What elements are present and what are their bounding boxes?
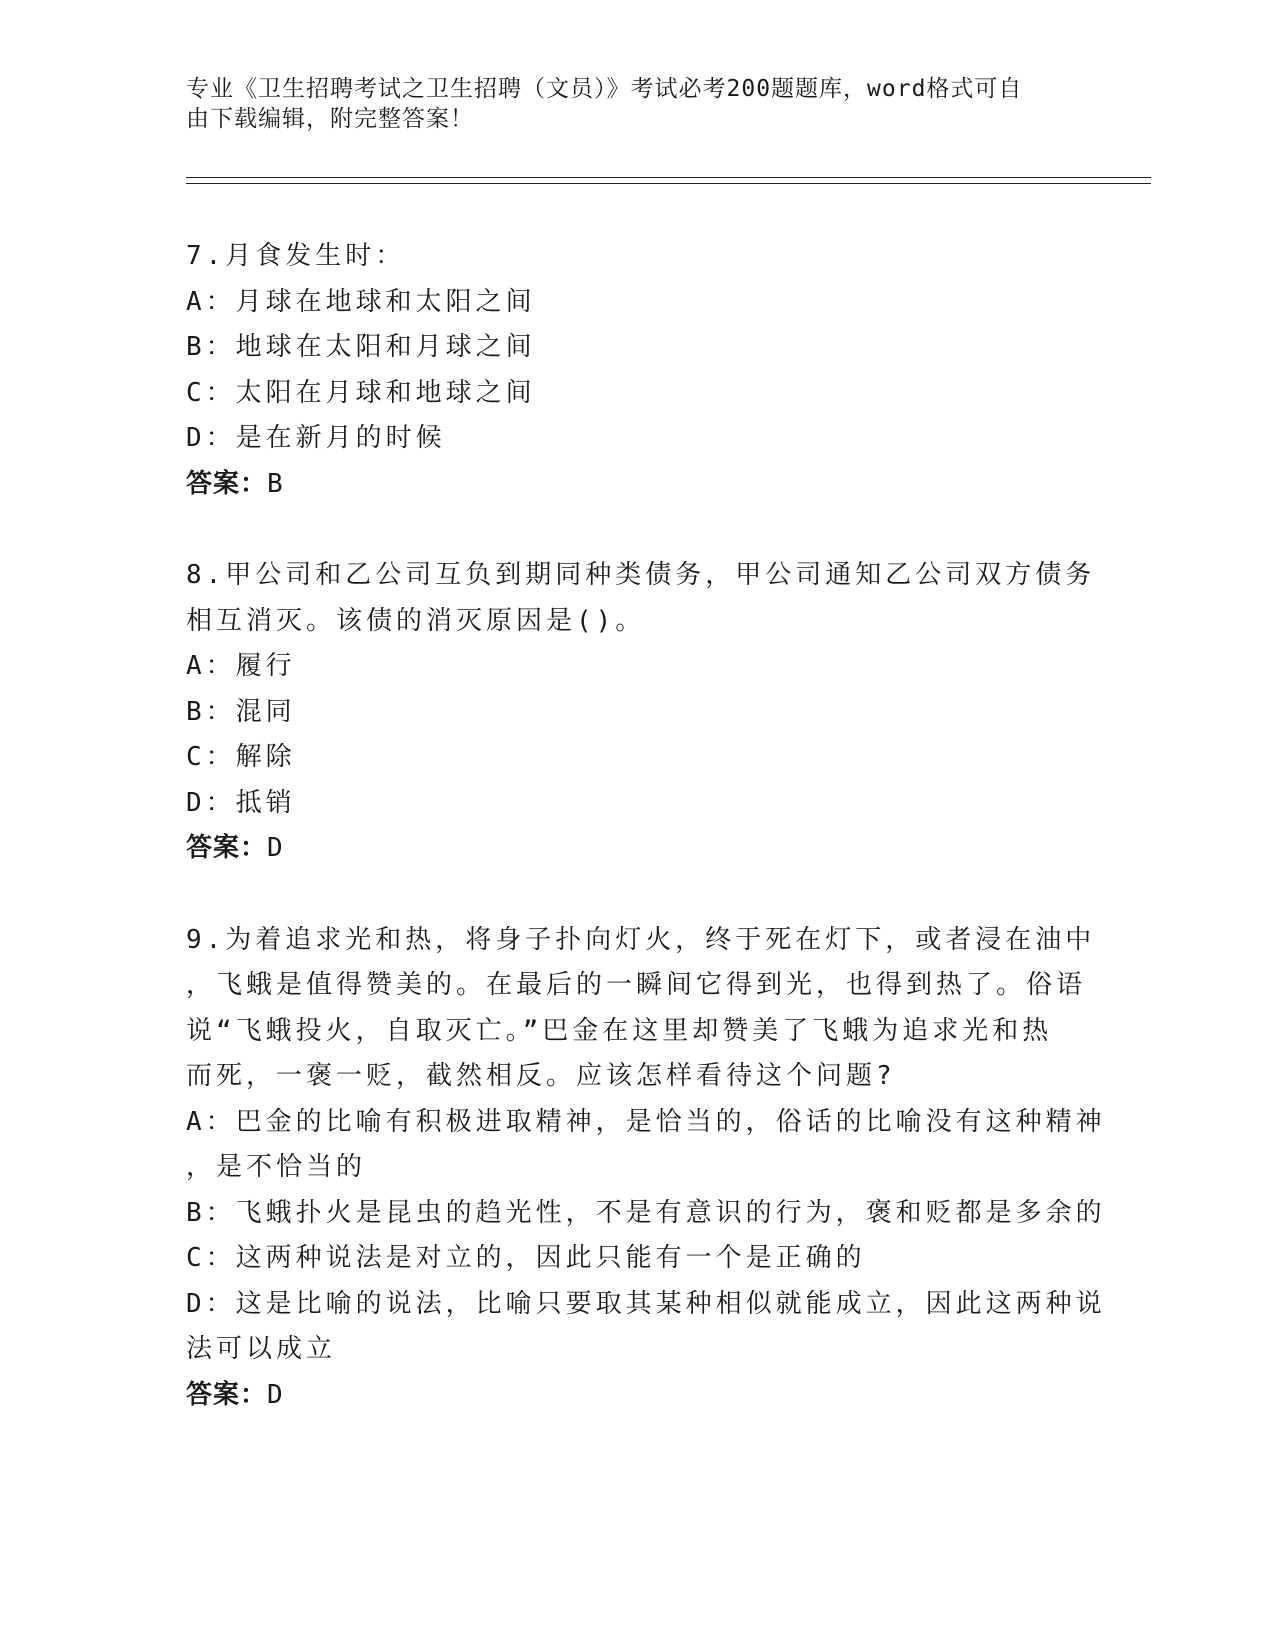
question-text: 8.甲公司和乙公司互负到期同种类债务，甲公司通知乙公司双方债务 (186, 560, 1096, 590)
header-divider-top (186, 177, 1151, 178)
answer (186, 826, 1066, 872)
answer-label: 答案： (186, 468, 268, 499)
option-c: C：这两种说法是对立的，因此只能有一个是正确的 (186, 1243, 866, 1273)
option-d: D：是在新月的时候 (186, 423, 446, 453)
question-text: 而死，一褒一贬，截然相反。应该怎样看待这个问题? (186, 1061, 896, 1091)
option-b: B：混同 (186, 696, 296, 727)
option-b: B：飞蛾扑火是昆虫的趋光性，不是有意识的行为，褒和贬都是多余的 (186, 1197, 1106, 1228)
question-8 (186, 553, 1096, 872)
answer (186, 1373, 1066, 1419)
answer-value: B (267, 468, 284, 499)
answer-value: D (267, 1379, 284, 1410)
option-a: A：巴金的比喻有积极进取精神，是恰当的，俗话的比喻没有这种精神 (186, 1106, 1106, 1137)
header-line-1: 专业《卫生招聘考试之卫生招聘（文员）》考试必考200题题库，word格式可自 (186, 76, 1023, 102)
question-text: 说“飞蛾投火，自取灭亡。”巴金在这里却赞美了飞蛾为追求光和热 (186, 1015, 1053, 1046)
option-d: D：这是比喻的说法，比喻只要取其某种相似就能成立，因此这两种说 (186, 1288, 1106, 1319)
answer-label: 答案： (186, 1379, 268, 1410)
option-c: C：解除 (186, 742, 296, 772)
question-text: 7.月食发生时： (186, 241, 406, 271)
question-text: 相互消灭。该债的消灭原因是()。 (186, 605, 646, 636)
question-text: 9.为着追求光和热，将身子扑向灯火，终于死在灯下，或者浸在油中 (186, 924, 1096, 955)
option-a-continued: ，是不恰当的 (186, 1152, 367, 1182)
option-b: B：地球在太阳和月球之间 (186, 332, 536, 362)
question-7 (186, 234, 1066, 507)
header-divider-bottom (186, 183, 1151, 184)
option-c: C：太阳在月球和地球之间 (186, 377, 536, 408)
option-a: A：履行 (186, 651, 296, 681)
answer-value: D (267, 833, 284, 863)
option-a: A：月球在地球和太阳之间 (186, 286, 536, 317)
answer-label: 答案： (186, 833, 268, 863)
question-9 (186, 918, 1106, 1419)
option-d: D：抵销 (186, 787, 296, 818)
answer (186, 462, 1066, 508)
header-line-2: 由下载编辑，附完整答案！ (186, 106, 474, 132)
question-text: ，飞蛾是值得赞美的。在最后的一瞬间它得到光，也得到热了。俗语 (186, 970, 1087, 1000)
document-header (186, 74, 1066, 134)
option-d-continued: 法可以成立 (186, 1334, 337, 1364)
question-list (186, 234, 1106, 1418)
